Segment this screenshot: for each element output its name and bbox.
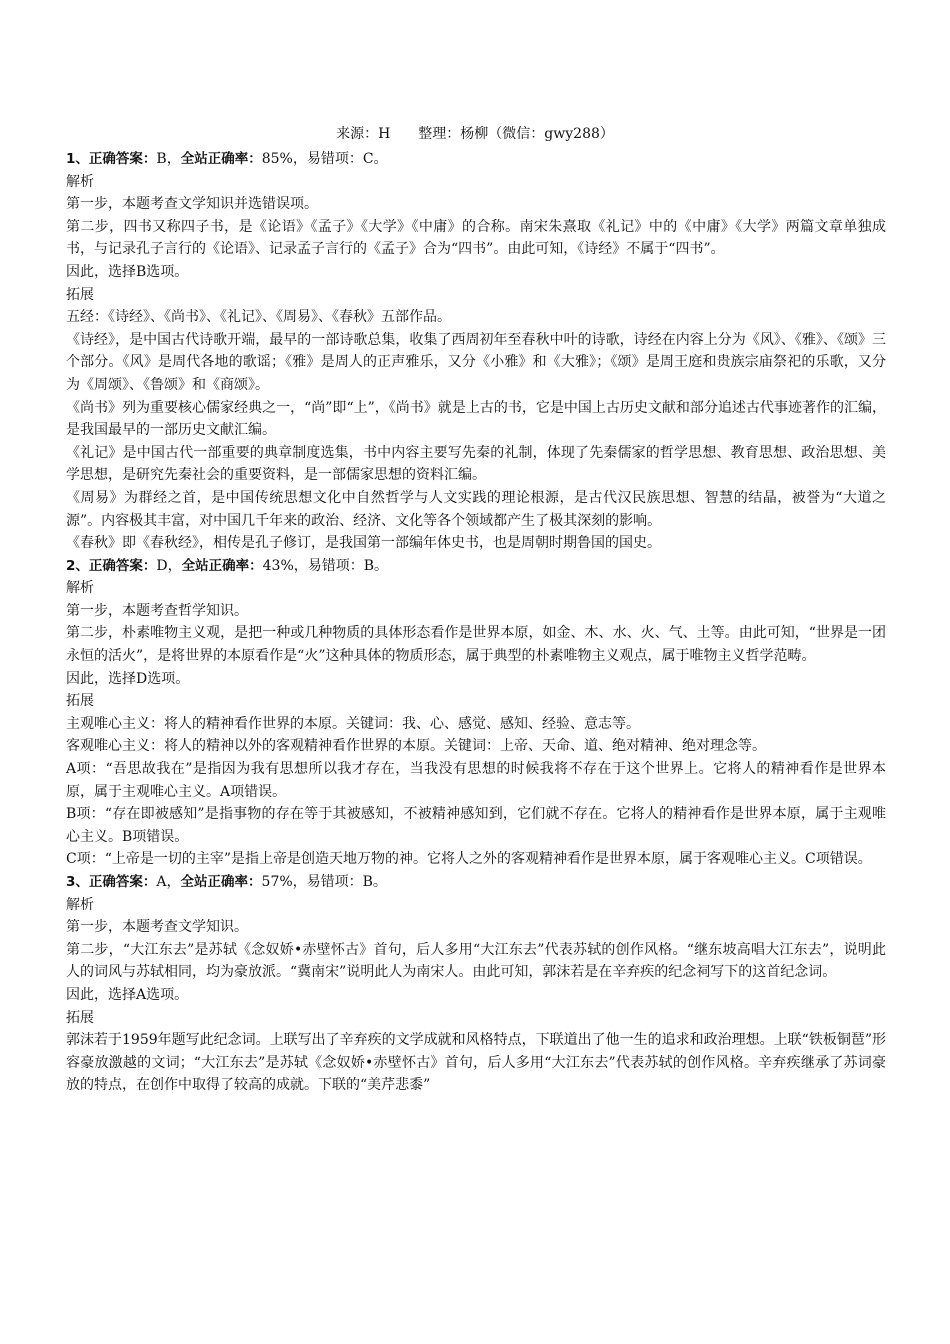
answer-label: 正确答案： — [88, 151, 157, 167]
extend-paragraph: 客观唯心主义：将人的精神以外的客观精神看作世界的本原。关键词：上帝、天命、道、绝对精神、绝对理念等。 — [66, 738, 766, 755]
extend-paragraph: 《礼记》是中国古代一部重要的典章制度选集，书中内容主要写先秦的礼制，体现了先秦儒家的哲学思想、教育思想、政治思想、美学思想，是研究先秦社会的重要资料，是一部儒家思想的资料汇编。 — [66, 444, 886, 484]
question-number: 2、 — [66, 557, 89, 574]
analysis-conclusion: 因此，选择A选项。 — [66, 986, 189, 1003]
extend-paragraph: 《周易》为群经之首，是中国传统思想文化中自然哲学与人文实践的理论根源，是古代汉民族思想、智慧的结晶，被誉为“大道之源”。内容极其丰富，对中国几千年来的政治、经济、文化等各个领域都产生了极其深刻的影响。 — [66, 489, 886, 529]
analysis-step: 第二步，朴素唯物主义观，是把一种或几种物质的具体形态看作是世界本原，如金、木、水、火、气、土等。由此可知，“世界是一团永恒的活火”，是将世界的本原看作是“火”这种具体的物质形态，属于典型的朴素唯物主义观点，属于唯物主义哲学范畴。 — [66, 625, 886, 665]
extend-paragraph: B项：“存在即被感知”是指事物的存在等于其被感知，不被精神感知到，它们就不存在。它将人的精神看作是世界本原，属于主观唯心主义。B项错误。 — [66, 806, 886, 845]
analysis-conclusion: 因此，选择B选项。 — [66, 263, 189, 280]
analysis-step: 第二步，四书又称四子书，是《论语》《孟子》《大学》《中庸》的合称。南宋朱熹取《礼记》中的《中庸》《大学》两篇文章单独成书，与记录孔子言行的《论语》、记录孟子言行的《孟子》合为“四书”。由此可知，《诗经》不属于“四书”。 — [66, 218, 886, 258]
extend-paragraph: 《诗经》，是中国古代诗歌开端，最早的一部诗歌总集，收集了西周初年至春秋中叶的诗歌，诗经在内容上分为《风》、《雅》、《颂》三个部分。《风》是周代各地的歌谣；《雅》是周人的正声雅乐，又分《小雅》和《大雅》；《颂》是周王庭和贵族宗庙祭祀的乐歌，又分为《周颂》、《鲁颂》和《商颂》。 — [66, 331, 886, 393]
analysis-step: 第一步，本题考查文学知识。 — [66, 919, 248, 936]
extend-paragraph: 《春秋》即《春秋经》，相传是孔子修订，是我国第一部编年体史书，也是周朝时期鲁国的国史。 — [66, 535, 661, 552]
extend-paragraph: A项：“吾思故我在”是指因为我有思想所以我才存在，当我没有思想的时候我将不存在于这个世界上。它将人的精神看作是世界本原，属于主观唯心主义。A项错误。 — [66, 761, 886, 800]
analysis-label: 解析 — [66, 580, 94, 597]
question-number: 3、 — [66, 874, 89, 890]
extend-label: 拓展 — [66, 693, 94, 710]
analysis-step: 第一步，本题考查哲学知识。 — [66, 602, 248, 619]
rate-label: 全站正确率： — [180, 874, 262, 890]
analysis-step: 第一步，本题考查文学知识并选错误项。 — [66, 196, 318, 213]
rate-value: 85%，易错项：C。 — [261, 151, 388, 167]
extend-label: 拓展 — [66, 1009, 94, 1026]
extend-paragraph: C项：“上帝是一切的主宰”是指上帝是创造天地万物的神。它将人之外的客观精神看作是世界本原，属于客观唯心主义。C项错误。 — [66, 851, 872, 868]
question-2-header — [66, 555, 886, 578]
rate-label: 全站正确率： — [180, 151, 262, 167]
extend-paragraph: 郭沫若于1959年题写此纪念词。上联写出了辛弃疾的文学成就和风格特点，下联道出了他一生的追求和政治理想。上联“铁板铜琶”形容豪放激越的文词；“大江东去”是苏轼《念奴娇•赤壁怀古》首句，后人多用“大江东去”代表苏轼的创作风格。辛弃疾继承了苏词豪放的特点，在创作中取得了较高的成就。下联的“美芹悲黍” — [66, 1032, 886, 1094]
question-1-header — [66, 148, 886, 171]
question-3-header — [66, 871, 886, 894]
rate-label: 全站正确率： — [181, 557, 263, 574]
extend-paragraph: 主观唯心主义：将人的精神看作世界的本原。关键词：我、心、感觉、感知、经验、意志等。 — [66, 715, 640, 732]
analysis-step: 第二步，“大江东去”是苏轼《念奴娇•赤壁怀古》首句，后人多用“大江东去”代表苏轼的创作风格。“继东坡高唱大江东去”，说明此人的词风与苏轼相同，均为豪放派。“冀南宋”说明此人为南宋人。由此可知，郭沫若是在辛弃疾的纪念祠写下的这首纪念词。 — [66, 941, 886, 981]
rate-value: 57%，易错项：B。 — [261, 874, 387, 890]
answer-value: B， — [156, 151, 181, 167]
document-body — [66, 148, 886, 1097]
answer-value: A， — [156, 874, 181, 890]
analysis-label: 解析 — [66, 173, 94, 190]
answer-label: 正确答案： — [88, 874, 157, 890]
rate-value: 43%，易错项：B。 — [262, 557, 389, 574]
analysis-conclusion: 因此，选择D选项。 — [66, 670, 190, 687]
analysis-label: 解析 — [66, 896, 94, 913]
extend-paragraph: 五经：《诗经》、《尚书》、《礼记》、《周易》、《春秋》五部作品。 — [66, 309, 451, 326]
answer-value: D， — [156, 557, 182, 574]
extend-label: 拓展 — [66, 286, 94, 303]
extend-paragraph: 《尚书》列为重要核心儒家经典之一，“尚”即“上”，《尚书》就是上古的书，它是中国上古历史文献和部分追述古代事迹著作的汇编，是我国最早的一部历史文献汇编。 — [66, 399, 886, 439]
source-header: 来源：H 整理：杨柳（微信：gwy288） — [336, 126, 614, 142]
question-number: 1、 — [66, 151, 89, 167]
answer-label: 正确答案： — [88, 557, 157, 574]
